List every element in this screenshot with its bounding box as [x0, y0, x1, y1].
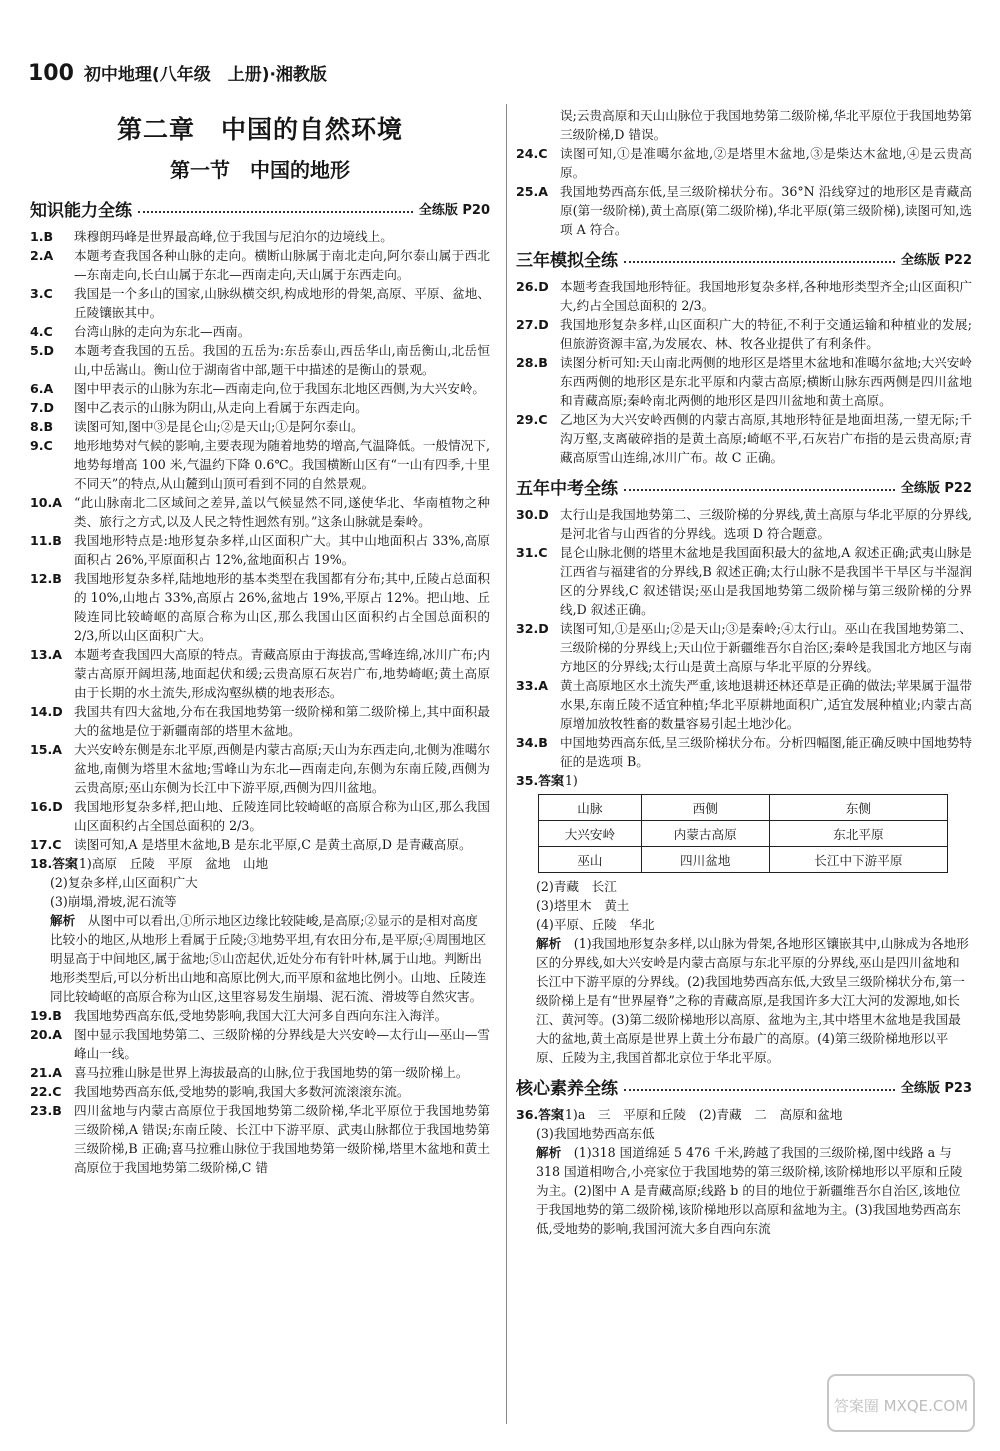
answer-tag: 24.C	[516, 146, 548, 161]
analysis-text: (1)我国地形复杂多样,以山脉为骨架,各地形区镶嵌其中,山脉成为各地形区的分界线,如大兴安岭是内蒙古高原与东北平原的分界线,巫山是四川盆地和长江中下游平原的分界线。(2)我国地势西高东低,大致呈三级阶梯状分布,第一级阶梯上是有“世界屋脊”之称的青藏高原,是我国许多大江大河的发源地,如长江、黄河等。(3)第二级阶梯地形以高原、盆地为主,其中塔里木盆地是我国最大的盆地,黄土高原是世界上黄土分布最广的高原。(4)第三级阶梯地形以平原、丘陵为主,我国首都北京位于华北平原。	[536, 936, 969, 1065]
answer-entry	[30, 854, 490, 873]
answer-text: 读图可知,A 是塔里木盆地,B 是东北平原,C 是黄土高原,D 是青藏高原。	[74, 837, 472, 852]
answer-entry	[30, 835, 490, 854]
answer-entry	[30, 436, 490, 493]
answer-entry	[30, 797, 490, 835]
answer-text: (1)	[560, 773, 578, 788]
answer-tag: 36.答案	[516, 1107, 564, 1122]
answer-entry	[30, 417, 490, 436]
answer-text: 我国地势西高东低,受地势影响,我国大江大河多自西向东注入海洋。	[74, 1008, 448, 1023]
answer-tag: 3.C	[30, 286, 53, 301]
answer-subline: (3)塔里木 黄土	[536, 898, 630, 913]
answer-text: 本题考查我国地形特征。我国地形复杂多样,各种地形类型齐全;山区面积广大,约占全国总面积的 2/3。	[560, 279, 972, 313]
chapter-title: 第二章 中国的自然环境	[116, 115, 403, 144]
answer-entry	[516, 144, 972, 182]
answer-text: 图中乙表示的山脉为阴山,从走向上看属于东西走向。	[74, 400, 368, 415]
right-body	[516, 106, 972, 1238]
table-header-row	[539, 795, 948, 821]
section-header-leader	[624, 481, 895, 491]
answer-entry	[516, 182, 972, 239]
answer-entry	[516, 353, 972, 410]
answer-subline: (2)复杂多样,山区面积广大	[50, 875, 198, 890]
answer-tag: 29.C	[516, 412, 548, 427]
answer-entry	[516, 106, 972, 144]
answer-tag: 12.B	[30, 571, 62, 586]
page-number: 100	[28, 61, 74, 86]
answer-text: 读图可知,图中③是昆仑山;②是天山;①是阿尔泰山。	[74, 419, 364, 434]
answer-entry	[516, 676, 972, 733]
answer-subline: (2)青藏 长江	[536, 879, 617, 894]
section-header-leader	[624, 1081, 895, 1091]
answer-entry	[30, 493, 490, 531]
answer-text: 本题考查我国各种山脉的走向。横断山脉属于南北走向,阿尔泰山属于西北—东南走向,长白山属于东北—西南走向,天山属于东西走向。	[74, 248, 490, 282]
answer-entry	[516, 315, 972, 353]
table-cell: 四川盆地	[641, 847, 769, 873]
page-header	[28, 60, 327, 90]
answer-tag: 5.D	[30, 343, 55, 358]
answer-text: 台湾山脉的走向为东北—西南。	[74, 324, 251, 339]
answer-text: 误;云贵高原和天山山脉位于我国地势第二级阶梯,华北平原位于我国地势第三级阶梯,D 错误。	[560, 108, 972, 142]
answer-entry	[30, 531, 490, 569]
answer-tag: 22.C	[30, 1084, 62, 1099]
table-header-cell: 山脉	[539, 795, 642, 821]
answer-tag: 7.D	[30, 400, 55, 415]
answer-tag: 16.D	[30, 799, 63, 814]
answer-tag: 31.C	[516, 545, 548, 560]
section-header-leader	[624, 253, 895, 263]
answer-tag: 27.D	[516, 317, 549, 332]
section-header-ref: 全练版 P22	[900, 252, 972, 268]
section-header	[30, 195, 490, 221]
section-header-leader	[138, 203, 413, 213]
table-cell: 大兴安岭	[539, 821, 642, 847]
section-header-title: 核心素养全练	[516, 1078, 618, 1099]
answer-text: 中国地势西高东低,呈三级阶梯状分布。分析四幅图,能正确反映中国地势特征的是选项 B。	[560, 735, 972, 769]
analysis-paragraph	[516, 1143, 972, 1238]
answer-entry	[516, 733, 972, 771]
section-title: 第一节 中国的地形	[170, 158, 350, 182]
answer-text: 太行山是我国地势第二、三级阶梯的分界线,黄土高原与华北平原的分界线,是河北省与山西省的分界线。选项 D 符合题意。	[560, 507, 972, 541]
answer-tag	[516, 106, 560, 144]
answer-text: 四川盆地与内蒙古高原位于我国地势第二级阶梯,华北平原位于我国地势第三级阶梯,A 错误;东南丘陵、长江中下游平原、武夷山脉都位于我国地势第三级阶梯,B 正确;喜马拉雅山脉位于我国地势第一级阶梯,塔里木盆地和黄土高原位于我国地势第二级阶梯,C 错	[74, 1103, 490, 1175]
section-header-title: 知识能力全练	[30, 200, 132, 221]
section-header-title: 三年模拟全练	[516, 250, 618, 271]
answer-tag: 11.B	[30, 533, 62, 548]
answer-entry	[516, 771, 972, 790]
table-header-cell: 西侧	[641, 795, 769, 821]
section-header	[516, 473, 972, 499]
table-cell: 长江中下游平原	[769, 847, 947, 873]
answer-text: (1)a 三 平原和丘陵 (2)青藏 二 高原和盆地	[560, 1107, 843, 1122]
watermark-text: 答案圈 MXQE.COM	[833, 1397, 969, 1415]
answer-tag: 14.D	[30, 704, 63, 719]
answer-tag: 35.答案	[516, 773, 564, 788]
answer-text: 我国是一个多山的国家,山脉纵横交织,构成地形的骨架,高原、平原、盆地、丘陵镶嵌其中。	[74, 286, 490, 320]
answer-entry	[30, 1006, 490, 1025]
answer-text: 图中甲表示的山脉为东北—西南走向,位于我国东北地区西侧,为大兴安岭。	[74, 381, 486, 396]
answer-entry	[30, 702, 490, 740]
table-row	[539, 821, 948, 847]
answer-tag: 15.A	[30, 742, 63, 757]
analysis-label: 解析	[536, 1145, 562, 1160]
answer-text: 乙地区为大兴安岭西侧的内蒙古高原,其地形特征是地面坦荡,一望无际;千沟万壑,支离破碎指的是黄土高原;崎岖不平,石灰岩广布指的是云贵高原;青藏高原雪山连绵,冰川广布。故 C 正确。	[560, 412, 972, 465]
book-title: 初中地理(八年级 上册)·湘教版	[83, 65, 327, 85]
answer-tag: 21.A	[30, 1065, 63, 1080]
answer-text: 读图可知,①是准噶尔盆地,②是塔里木盆地,③是柴达木盆地,④是云贵高原。	[560, 146, 972, 180]
answer-tag: 13.A	[30, 647, 63, 662]
table-cell: 巫山	[539, 847, 642, 873]
answer-text: (1)高原 丘陵 平原 盆地 山地	[74, 856, 269, 871]
answer-text: 本题考查我国的五岳。我国的五岳为:东岳泰山,西岳华山,南岳衡山,北岳恒山,中岳嵩山。衡山位于湖南省中部,题干中描述的是衡山的景观。	[74, 343, 490, 377]
answer-entry	[516, 505, 972, 543]
answer-entry	[516, 1105, 972, 1124]
left-column	[30, 106, 490, 1177]
answer-tag: 6.A	[30, 381, 54, 396]
answer-tag: 34.B	[516, 735, 548, 750]
section-header-title: 五年中考全练	[516, 478, 618, 499]
answer-tag: 32.D	[516, 621, 549, 636]
watermark-logo	[826, 1373, 976, 1433]
table-row	[539, 847, 948, 873]
table-cell: 东北平原	[769, 821, 947, 847]
answer-entry	[30, 569, 490, 645]
answer-tag: 2.A	[30, 248, 54, 263]
answer-text: 本题考查我国四大高原的特点。青藏高原由于海拔高,雪峰连绵,冰川广布;内蒙古高原开阔坦荡,地面起伏和缓;云贵高原石灰岩广布,地势崎岖;黄土高原由于长期的水土流失,形成沟壑纵横的地表形态。	[74, 647, 490, 700]
answer-entry	[30, 284, 490, 322]
answer-text: 我国地形特点是:地形复杂多样,山区面积广大。其中山地面积占 33%,高原面积占 26%,平原面积占 12%,盆地面积占 19%。	[74, 533, 490, 567]
answer-tag: 17.C	[30, 837, 62, 852]
answer-tag: 19.B	[30, 1008, 62, 1023]
answer-tag: 30.D	[516, 507, 549, 522]
answer-tag: 28.B	[516, 355, 548, 370]
answer-text: 昆仑山脉北侧的塔里木盆地是我国面积最大的盆地,A 叙述正确;武夷山脉是江西省与福建省的分界线,B 叙述正确;太行山脉不是我国半干旱区与半湿润区的分界线,C 叙述错误;巫山是我国地势第二级阶梯与第三级阶梯的分界线,D 叙述正确。	[560, 545, 972, 617]
answer-entry	[516, 543, 972, 619]
answer-entry	[30, 645, 490, 702]
answer-text: 黄土高原地区水土流失严重,该地退耕还林还草是正确的做法;苹果属于温带水果,东南丘陵不适宜种植;华北平原耕地面积广,适宜发展种植业;内蒙古高原增加放牧牲畜的数量容易引起土地沙化。	[560, 678, 972, 731]
analysis-text: (1)318 国道绵延 5 476 千米,跨越了我国的三级阶梯,图中线路 a 与 318 国道相吻合,小亮家位于我国地势的第三级阶梯,该阶梯地形以平原和丘陵为主。(2)图中 A 是青藏高原;线路 b 的目的地位于新疆维吾尔自治区,该地位于我国地势的第二级阶梯,该阶梯地形以高原和盆地为主。(3)我国地势西高东低,受地势的影响,我国河流大多自西向东流	[536, 1145, 963, 1236]
answer-tag: 23.B	[30, 1103, 62, 1118]
answer-entry	[30, 246, 490, 284]
answer-text: 我国地势西高东低,呈三级阶梯状分布。36°N 沿线穿过的地形区是青藏高原(第一级阶梯),黄土高原(第二级阶梯),华北平原(第三级阶梯),读图可知,选项 A 符合。	[560, 184, 972, 237]
answer-text: 珠穆朗玛峰是世界最高峰,位于我国与尼泊尔的边境线上。	[74, 229, 393, 244]
answer-tag: 10.A	[30, 495, 63, 510]
answer-text: 地形地势对气候的影响,主要表现为随着地势的增高,气温降低。一般情况下,地势每增高 100 米,气温约下降 0.6℃。我国横断山区有“一山有四季,十里不同天”的特点,从山麓到山顶可看到不同的自然景观。	[74, 438, 490, 491]
answer-tag: 33.A	[516, 678, 549, 693]
answer-entry	[516, 410, 972, 467]
answer-text: 我国地形复杂多样,山区面积广大的特征,不利于交通运输和种植业的发展;但旅游资源丰富,为发展农、林、牧各业提供了有利条件。	[560, 317, 972, 351]
table-cell: 内蒙古高原	[641, 821, 769, 847]
answer-entry	[30, 740, 490, 797]
section-header-ref: 全练版 P20	[418, 202, 490, 218]
analysis-text: 从图中可以看出,①所示地区边缘比较陡峻,是高原;②显示的是相对高度比较小的地区,从地形上看属于丘陵;③地势平坦,有农田分布,是平原;④周围地区明显高于中间地区,属于盆地;⑤山峦起伏,近处分布有针叶林,属于山地。判断出地形类型后,可以分析出山地和高原比例大,而平原和盆地比例小。山地、丘陵连同比较崎岖的高原合称为山区,这里容易发生崩塌、泥石流、滑坡等自然灾害。	[50, 913, 487, 1004]
analysis-paragraph	[30, 911, 490, 1006]
answer-entry	[30, 1082, 490, 1101]
answer-subline: (4)平原、丘陵 华北	[536, 917, 655, 932]
left-body	[30, 195, 490, 1177]
answer-entry	[30, 1063, 490, 1082]
answer-entry	[30, 322, 490, 341]
answer-tag: 25.A	[516, 184, 549, 199]
answer-tag: 20.A	[30, 1027, 63, 1042]
right-column	[516, 106, 972, 1238]
column-divider	[506, 104, 507, 1424]
answer-tag: 9.C	[30, 438, 53, 453]
answer-entry	[30, 1025, 490, 1063]
answer-entry	[516, 277, 972, 315]
answer-table	[538, 794, 948, 873]
answer-text: 我国共有四大盆地,分布在我国地势第一级阶梯和第二级阶梯上,其中面积最大的盆地是位于新疆南部的塔里木盆地。	[74, 704, 490, 738]
answer-text: “此山脉南北二区域间之差异,盖以气候显然不同,遂使华北、华南植物之种类、旅行之方式,以及人民之特性迥然有别。”这条山脉就是秦岭。	[74, 495, 490, 529]
answer-text: 图中显示我国地势第二、三级阶梯的分界线是大兴安岭—太行山—巫山—雪峰山一线。	[74, 1027, 490, 1061]
answer-entry	[30, 398, 490, 417]
answer-tag: 18.答案	[30, 856, 78, 871]
answer-entry	[516, 619, 972, 676]
answer-text: 大兴安岭东侧是东北平原,西侧是内蒙古高原;天山为东西走向,北侧为准噶尔盆地,南侧为塔里木盆地;雪峰山为东北—西南走向,东侧为东南丘陵,西侧为云贵高原;巫山东侧为长江中下游平原,西侧为四川盆地。	[74, 742, 490, 795]
answer-text: 我国地形复杂多样,陆地地形的基本类型在我国都有分布;其中,丘陵占总面积的 10%,山地占 33%,高原占 26%,盆地占 19%,平原占 12%。把山地、丘陵连同比较崎岖的高原合称为山区,那么我国山区面积约占全国总面积的 2/3,所以山区面积广大。	[74, 571, 490, 643]
analysis-paragraph	[516, 934, 972, 1067]
section-header	[516, 1073, 972, 1099]
answer-text: 我国地势西高东低,受地势的影响,我国大多数河流滚滚东流。	[74, 1084, 410, 1099]
section-header-ref: 全练版 P23	[900, 1080, 972, 1096]
answer-text: 读图分析可知:天山南北两侧的地形区是塔里木盆地和准噶尔盆地;大兴安岭东西两侧的地形区是东北平原和内蒙古高原;横断山脉东西两侧是四川盆地和青藏高原;秦岭南北两侧的地形区是四川盆地和黄土高原。	[560, 355, 972, 408]
answer-text: 我国地形复杂多样,把山地、丘陵连同比较崎岖的高原合称为山区,那么我国山区面积约占全国总面积的 2/3。	[74, 799, 490, 833]
analysis-label: 解析	[50, 913, 76, 928]
answer-text: 喜马拉雅山脉是世界上海拔最高的山脉,位于我国地势的第一级阶梯上。	[74, 1065, 469, 1080]
answer-text: 读图可知,①是巫山;②是天山;③是秦岭;④太行山。巫山在我国地势第二、三级阶梯的分界线上;天山位于新疆维吾尔自治区;秦岭是我国北方地区与南方地区的分界线;太行山是黄土高原与华北平原的分界线。	[560, 621, 972, 674]
answer-tag: 1.B	[30, 229, 54, 244]
answer-entry	[30, 379, 490, 398]
answer-tag: 8.B	[30, 419, 54, 434]
section-header-ref: 全练版 P22	[900, 480, 972, 496]
table-header-cell: 东侧	[769, 795, 947, 821]
answer-entry	[30, 1101, 490, 1177]
answer-subline: (3)崩塌,滑坡,泥石流等	[50, 894, 177, 909]
section-header	[516, 245, 972, 271]
analysis-label: 解析	[536, 936, 562, 951]
answer-entry	[30, 227, 490, 246]
answer-tag: 26.D	[516, 279, 549, 294]
answer-subline: (3)我国地势西高东低	[536, 1126, 655, 1141]
answer-tag: 4.C	[30, 324, 53, 339]
answer-entry	[30, 341, 490, 379]
